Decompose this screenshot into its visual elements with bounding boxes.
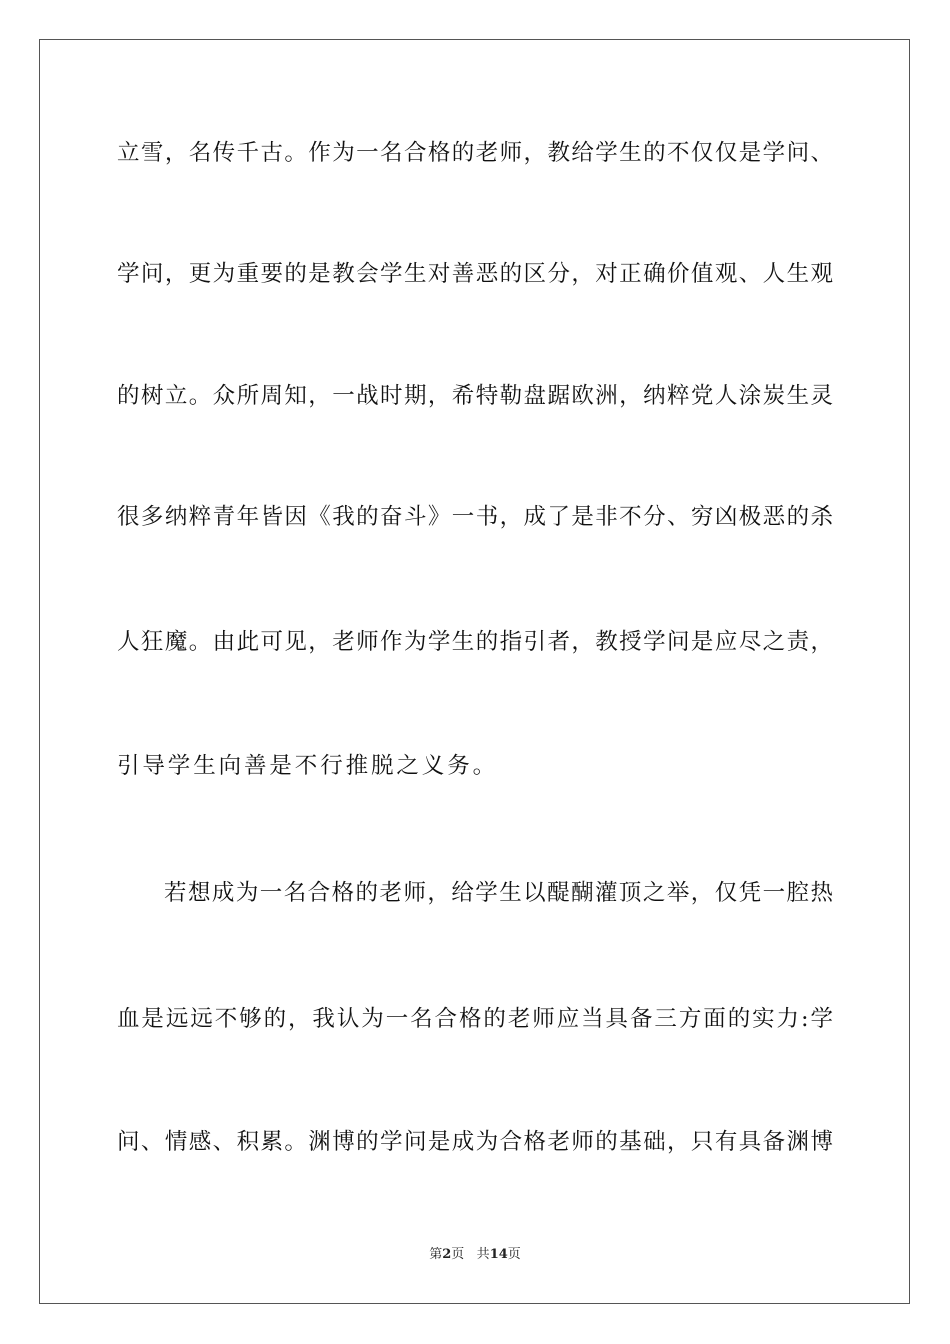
body-line-9: 问、情感、积累。渊博的学问是成为合格老师的基础，只有具备渊博 bbox=[117, 1129, 833, 1155]
body-line-3: 的树立。众所周知，一战时期，希特勒盘踞欧洲，纳粹党人涂炭生灵 bbox=[117, 383, 833, 409]
page-prefix: 第 bbox=[429, 1247, 443, 1262]
total-unit: 页 bbox=[507, 1247, 521, 1262]
total-prefix: 共 bbox=[476, 1247, 490, 1262]
page-border bbox=[39, 39, 910, 1304]
body-line-4: 很多纳粹青年皆因《我的奋斗》一书，成了是非不分、穷凶极恶的杀 bbox=[117, 504, 833, 530]
body-line-1: 立雪，名传千古。作为一名合格的老师，教给学生的不仅仅是学问、 bbox=[117, 140, 833, 166]
body-line-2: 学问，更为重要的是教会学生对善恶的区分，对正确价值观、人生观 bbox=[117, 261, 833, 287]
page-total: 14 bbox=[489, 1247, 508, 1262]
body-line-7: 若想成为一名合格的老师，给学生以醍醐灌顶之举，仅凭一腔热 bbox=[164, 880, 833, 906]
page-footer bbox=[0, 1246, 950, 1264]
page-current: 2 bbox=[442, 1247, 452, 1262]
body-line-5: 人狂魔。由此可见，老师作为学生的指引者，教授学问是应尽之责， bbox=[117, 629, 833, 655]
body-line-6: 引导学生向善是不行推脱之义务。 bbox=[117, 753, 499, 779]
page-unit: 页 bbox=[451, 1247, 465, 1262]
body-line-8: 血是远远不够的，我认为一名合格的老师应当具备三方面的实力:学 bbox=[117, 1006, 833, 1032]
